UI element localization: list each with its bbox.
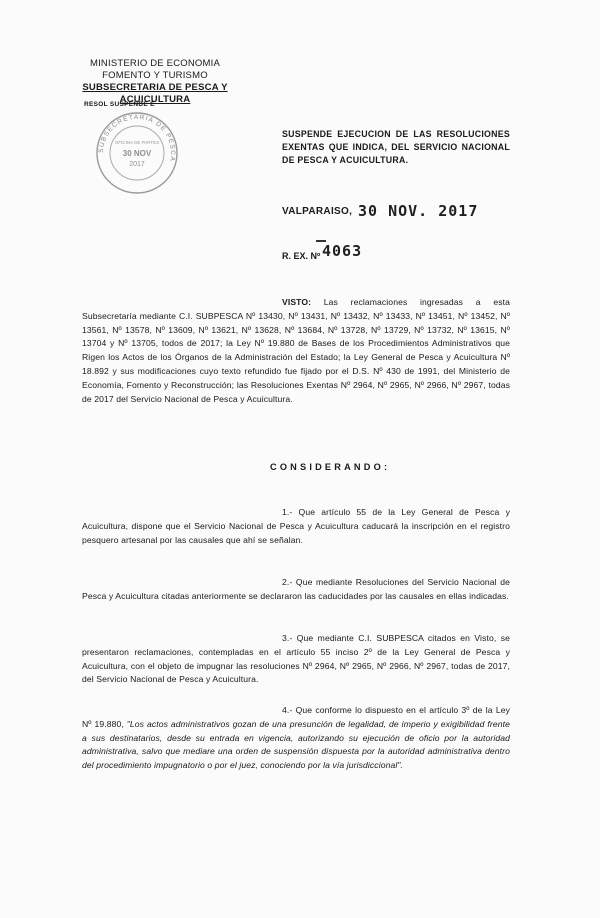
undersecretariat-name: SUBSECRETARIA DE PESCA Y ACUICULTURA	[82, 82, 228, 105]
visto-label: VISTO:	[282, 297, 312, 307]
stamp-inner-text: OFICINA DE PARTES	[114, 140, 160, 145]
resolution-number: 4063	[322, 242, 363, 260]
considerando-heading: CONSIDERANDO:	[270, 462, 391, 472]
item-quote: "Los actos administrativos gozan de una presunción de legalidad, de imperio y exigibilidad frente a sus destinatarios, desde su entrada en vigencia, autorizando su ejecución de oficio por la autoridad administrativa, salvo que mediare una orden de suspensión dispuesta por la autoridad administrativa dentro del procedimiento impugnatorio o por el juez, conociendo por la vía jurisdiccional".	[82, 718, 510, 771]
considerando-item	[82, 704, 510, 773]
letterhead	[60, 58, 250, 106]
item-number: 4.-	[282, 705, 293, 715]
ministry-name: MINISTERIO DE ECONOMIA	[89, 58, 221, 69]
visto-text: Las reclamaciones ingresadas a esta Subsecretaría mediante C.I. SUBPESCA Nº 13430, Nº 13431, Nº 13432, Nº 13433, Nº 13451, Nº 13452, Nº 13561, Nº 13578, Nº 13609, Nº 13621, Nº 13628, Nº 13684, Nº 13728, Nº 13729, Nº 13732, Nº 13615, Nº 13704 y Nº 13705, todos de 2017; la Ley Nº 19.880 de Bases de los Procedimientos Administrativos que Rigen los Actos de los Órganos de la Administración del Estado; la Ley General de Pesca y Acuicultura Nº 18.892 y sus modificaciones cuyo texto refundido fue fijado por el D.S. Nº 430 de 1991, del Ministerio de Economía, Fomento y Reconstrucción; las Resoluciones Exentas Nº 2964, Nº 2965, Nº 2966, Nº 2967, todas de 2017 del Servicio Nacional de Pesca y Acuicultura.	[82, 297, 510, 404]
item-number: 1.-	[282, 507, 293, 517]
item-text: Que conforme lo dispuesto en el artículo 3º de la Ley Nº 19.880,	[82, 705, 510, 729]
item-text: Que artículo 55 de la Ley General de Pesca y Acuicultura, dispone que el Servicio Nacional de Pesca y Acuicultura caducará la inscripción en el registro pesquero artesanal por las causales que ahí se señalan.	[82, 507, 510, 545]
item-text: Que mediante Resoluciones del Servicio Nacional de Pesca y Acuicultura citadas anteriormente se declararon las caducidades por las causales en ellas indicadas.	[82, 577, 510, 601]
visto-paragraph	[82, 296, 510, 406]
ministry-subname: FOMENTO Y TURISMO	[102, 70, 208, 81]
resolution-number-label: R. EX. Nº	[282, 251, 321, 261]
stamp-outer-text: SUBSECRETARIA DE PESCA	[97, 113, 177, 163]
considerando-item	[82, 632, 510, 687]
item-text: Que mediante C.I. SUBPESCA citados en Visto, se presentaron reclamaciones, contempladas en el artículo 55 inciso 2º de la Ley General de Pesca y Acuicultura, con el objeto de impugnar las resoluciones Nº 2964, Nº 2965, Nº 2966, Nº 2967, todas de 2017, del Servicio Nacional de Pesca y Acuicultura.	[82, 633, 510, 685]
stamp-date-day: 30 NOV	[122, 149, 152, 158]
resolution-subject: SUSPENDE EJECUCION DE LAS RESOLUCIONES EXENTAS QUE INDICA, DEL SERVICIO NACIONAL DE PESCA Y ACUICULTURA.	[282, 129, 510, 165]
place-label: VALPARAISO,	[282, 206, 353, 217]
considerando-item	[82, 576, 510, 604]
item-number: 2.-	[282, 577, 293, 587]
considerando-item	[82, 506, 510, 547]
office-stamp	[92, 108, 182, 198]
handwritten-date: 30 NOV. 2017	[358, 202, 479, 220]
stamp-date-year: 2017	[129, 161, 145, 168]
item-number: 3.-	[282, 633, 293, 643]
document-code: RESOL SUSPENDE E	[84, 101, 155, 108]
